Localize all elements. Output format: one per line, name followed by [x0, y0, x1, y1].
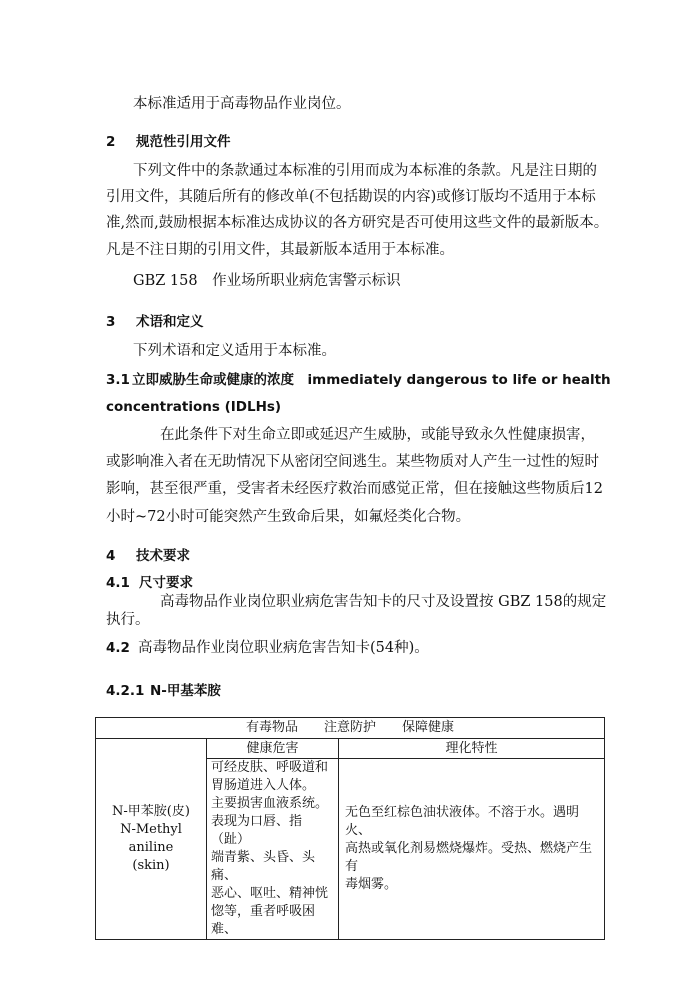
- substance-skin-note: (skin): [132, 858, 170, 873]
- section-2-number: 2: [106, 134, 116, 150]
- section-4-1-number: 4.1: [106, 575, 130, 591]
- section-4-title: 技术要求: [136, 548, 190, 564]
- section-2-para-line-1: 下列文件中的条款通过本标准的引用而成为本标准的条款。凡是注日期的: [133, 163, 597, 179]
- substance-name-cn: N-甲苯胺(皮): [112, 804, 190, 819]
- section-2-para-line-2: 引用文件，其随后所有的修改单(不包括勘误的内容)或修订版均不适用于本标: [106, 189, 596, 205]
- health-hazard-header: 健康危害: [207, 739, 339, 759]
- health-line: 胃肠道进入人体。: [211, 778, 316, 793]
- definition-line-4: 小时~72小时可能突然产生致命后果，如氟烃类化合物。: [106, 509, 471, 525]
- section-4-2-text: 高毒物品作业岗位职业病危害告知卡(54种)。: [138, 640, 429, 656]
- section-4-2-1-heading: [106, 681, 221, 701]
- card-header: 有毒物品 注意防护 保障健康: [96, 718, 605, 739]
- substance-cell: [96, 739, 207, 940]
- props-line: 高热或氧化剂易燃烧爆炸。受热、燃烧产生有: [345, 841, 593, 874]
- health-line: 主要损害血液系统。: [211, 796, 329, 811]
- health-line: 恶心、呕吐、精神恍: [211, 886, 329, 901]
- term-3-1-heading: [106, 370, 611, 390]
- section-2-para-line-3: 准,然而,鼓励根据本标准达成协议的各方研究是否可使用这些文件的最新版本。: [106, 215, 609, 231]
- section-3-number: 3: [106, 314, 116, 330]
- section-3-intro: 下列术语和定义适用于本标准。: [133, 343, 336, 359]
- definition-line-2: 或影响准入者在无助情况下从密闭空间逃生。某些物质对人产生一过性的短时: [106, 454, 599, 470]
- health-line: 惚等，重者呼吸困难、: [211, 904, 316, 937]
- section-4-heading: [106, 546, 190, 566]
- substance-name-en: N-Methyl aniline: [120, 822, 182, 855]
- health-line: 端青紫、头昏、头痛、: [211, 850, 316, 883]
- scope-paragraph: 本标准适用于高毒物品作业岗位。: [133, 96, 351, 112]
- health-line: 表现为口唇、指（趾）: [211, 814, 303, 847]
- section-2-heading: [106, 132, 231, 152]
- hazard-notification-card: [95, 717, 605, 940]
- section-4-2-1-number: 4.2.1: [106, 683, 145, 699]
- section-3-title: 术语和定义: [136, 314, 204, 330]
- section-4-1-heading: [106, 573, 193, 593]
- props-line: 无色至红棕色油状液体。不溶于水。遇明火、: [345, 805, 580, 838]
- section-2-title: 规范性引用文件: [136, 134, 231, 150]
- section-3-heading: [106, 312, 204, 332]
- section-4-2-1-title: N-甲基苯胺: [150, 683, 221, 699]
- section-4-2-number: 4.2: [106, 640, 130, 656]
- term-3-1-number: 3.1: [106, 372, 130, 388]
- definition-line-3: 影响，甚至很严重，受害者未经医疗救治而感觉正常，但在接触这些物质后12: [106, 481, 603, 497]
- normative-reference: GBZ 158 作业场所职业病危害警示标识: [133, 273, 401, 289]
- health-line: 可经皮肤、呼吸道和: [211, 760, 329, 775]
- props-line: 毒烟雾。: [345, 877, 398, 892]
- section-4-1-line-1: 高毒物品作业岗位职业病危害告知卡的尺寸及设置按 GBZ 158的规定: [160, 594, 607, 610]
- term-3-1-title: 立即威胁生命或健康的浓度 immediately dangerous to life or health: [132, 372, 611, 388]
- section-4-2-line: [106, 638, 429, 658]
- section-2-para-line-4: 凡是不注日期的引用文件，其最新版本适用于本标准。: [106, 242, 454, 258]
- section-4-1-title: 尺寸要求: [139, 575, 193, 591]
- physchem-header: 理化特性: [339, 739, 605, 759]
- section-4-number: 4: [106, 548, 116, 564]
- physchem-cell: [339, 759, 605, 940]
- health-hazard-cell: [207, 759, 339, 940]
- definition-line-1: 在此条件下对生命立即或延迟产生威胁，或能导致永久性健康损害，: [160, 427, 595, 443]
- term-3-1-title-cont: concentrations (IDLHs): [106, 399, 282, 415]
- section-4-1-line-2: 执行。: [106, 612, 150, 628]
